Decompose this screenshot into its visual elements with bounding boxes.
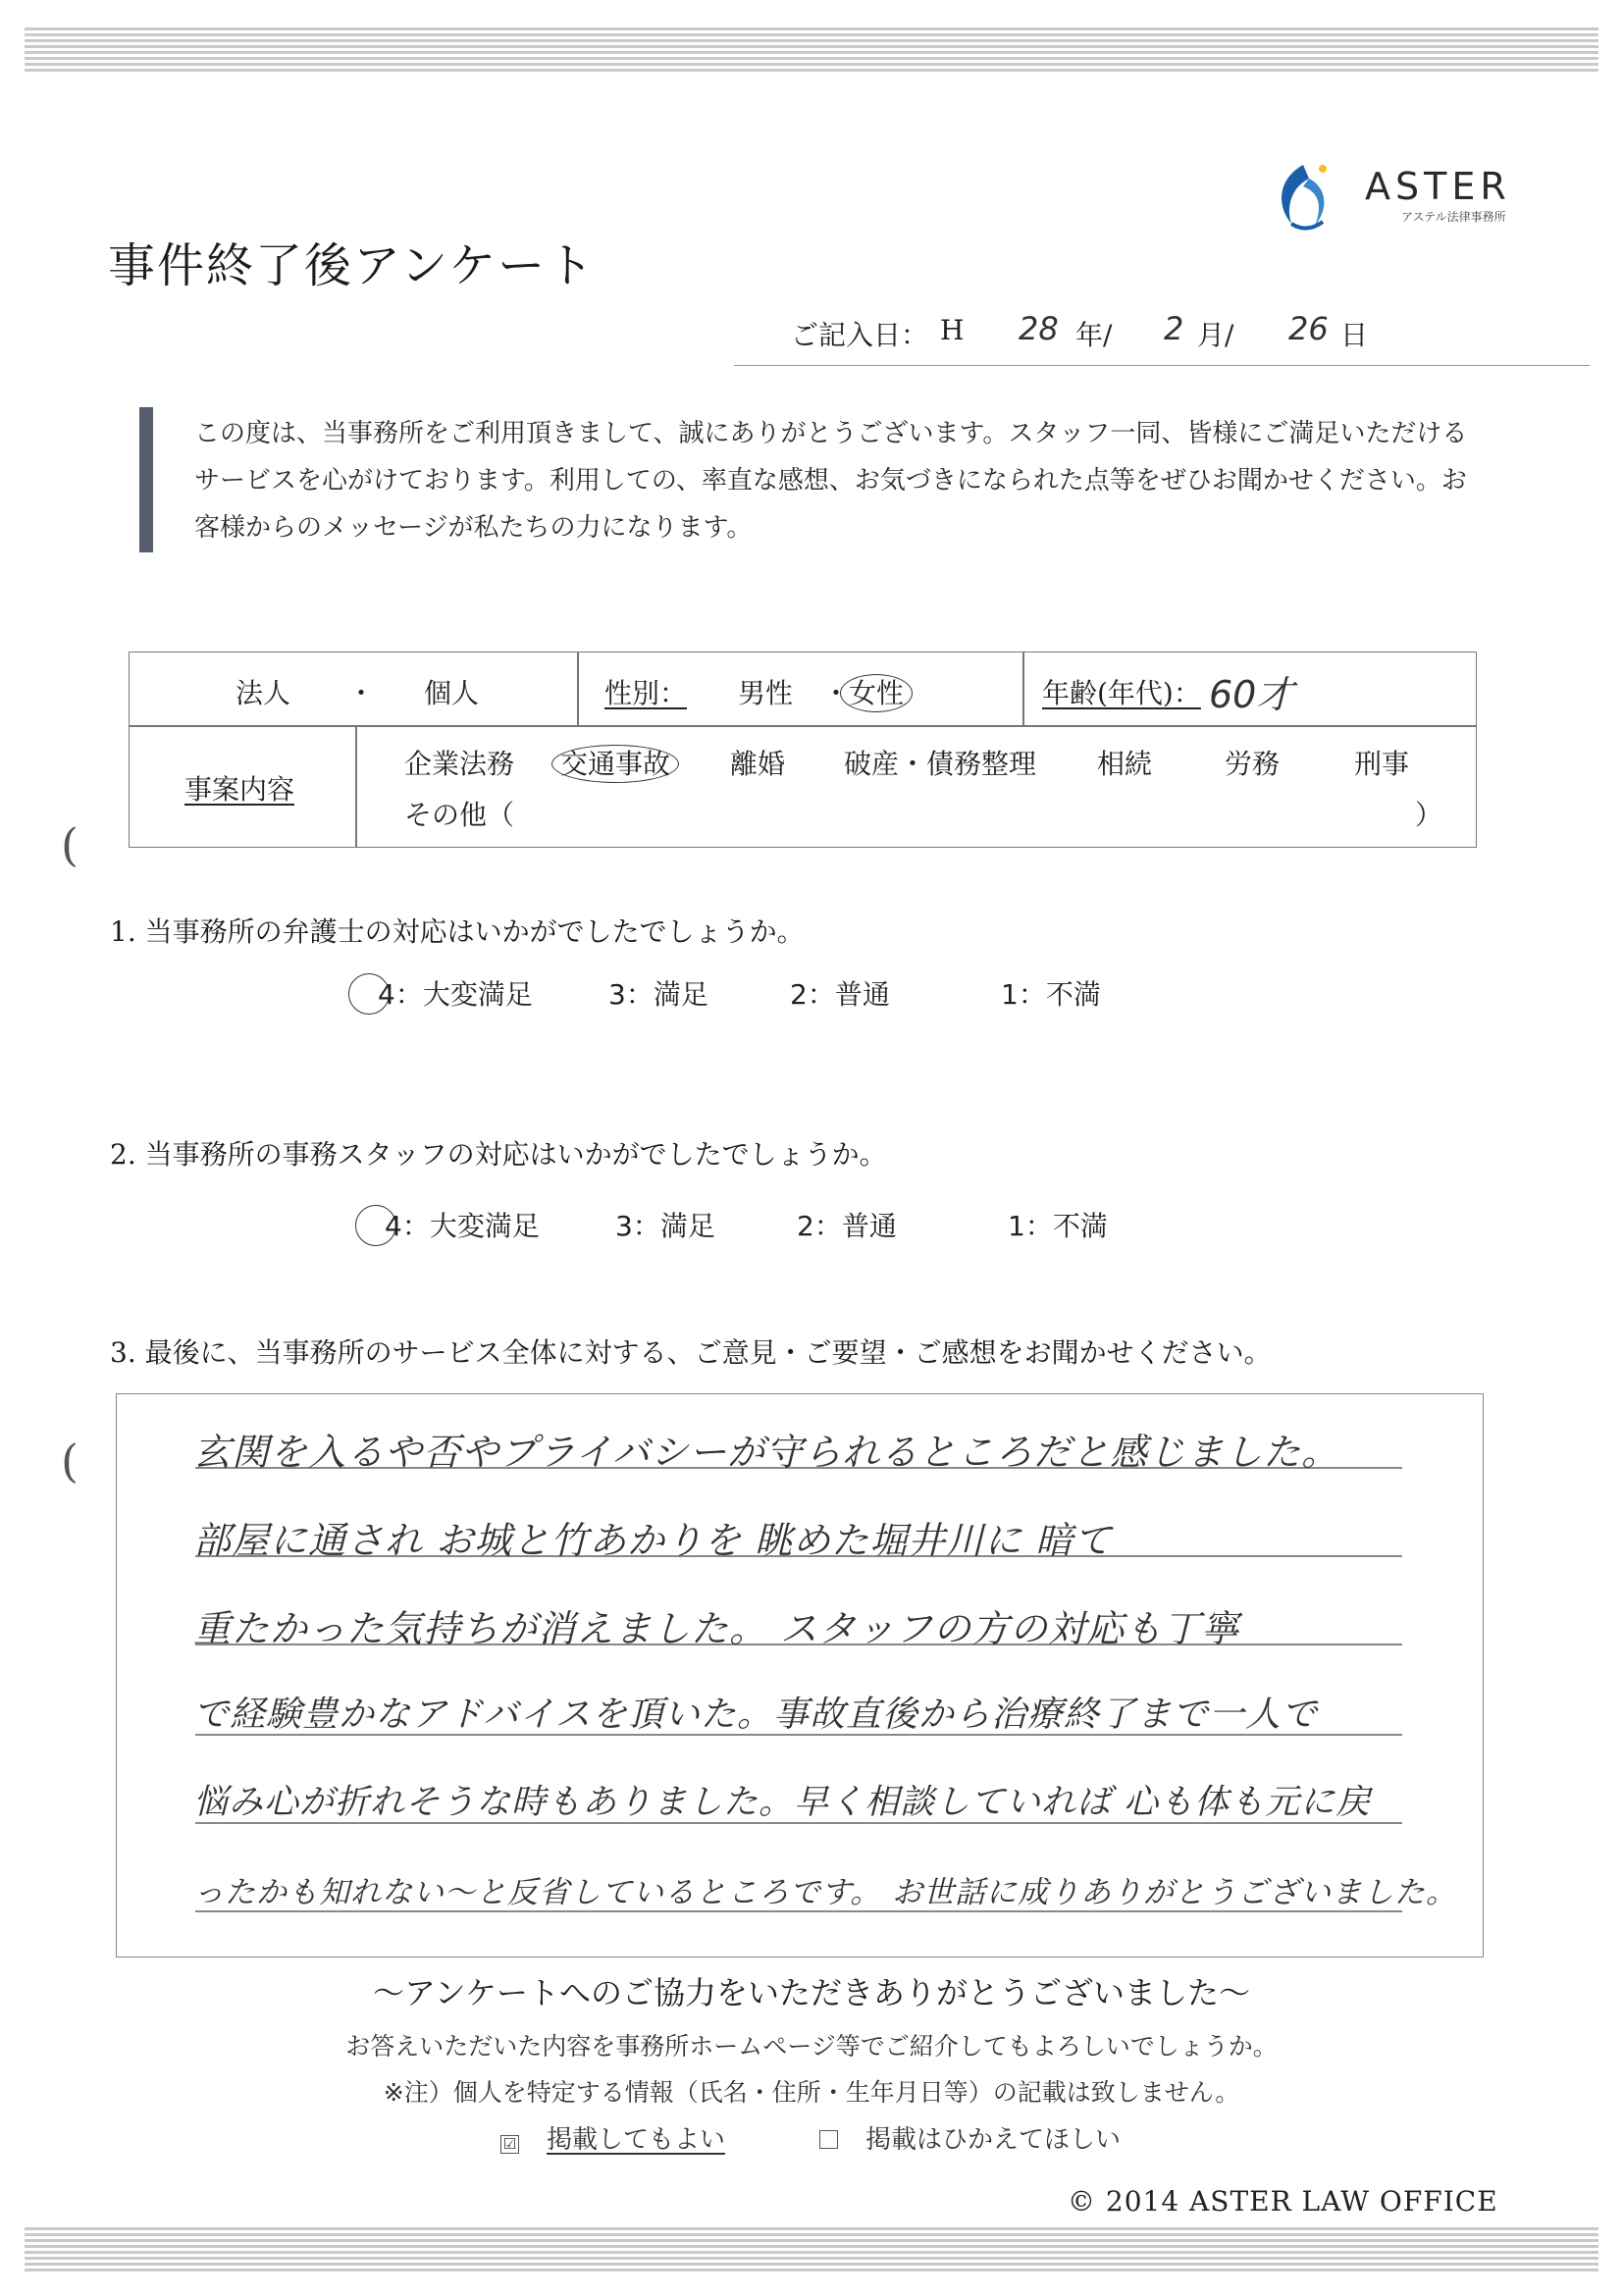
- checked-checkbox-icon[interactable]: ☑: [500, 2135, 519, 2154]
- question-1-options: [348, 973, 1231, 1022]
- copyright: © 2014 ASTER LAW OFFICE: [1068, 2185, 1498, 2218]
- answer-line-5: 悩み心が折れそうな時もありました。早く相談していれば 心も体も元に戻: [193, 1783, 1372, 1822]
- date-day-value: 26: [1288, 310, 1329, 347]
- answer-box: [116, 1393, 1484, 1957]
- margin-mark: (: [61, 1435, 79, 1487]
- case-type-corporate: 企業法務: [404, 748, 515, 780]
- age-label: 年齢(年代)：: [1042, 677, 1201, 709]
- date-row: [734, 304, 1590, 366]
- page-title: 事件終了後アンケート: [108, 238, 597, 293]
- answer-line-6: ったかも知れない〜と反省しているところです。 お世話に成りありがとうございました。: [193, 1875, 1458, 1910]
- q1-option-2: 2：普通: [790, 978, 890, 1011]
- individual-option: 個人: [424, 677, 480, 709]
- thanks-message: 〜アンケートへのご協力をいただきありがとうございました〜: [372, 1974, 1251, 2011]
- table-col-divider: [577, 652, 579, 725]
- q2-option-2: 2：普通: [797, 1210, 897, 1242]
- q2-option-1: 1：不満: [1008, 1210, 1108, 1242]
- bottom-decorative-band: [25, 2227, 1598, 2274]
- age-value: 60才: [1209, 673, 1294, 716]
- question-1: 1. 当事務所の弁護士の対応はいかがでしたでしょうか。: [110, 915, 805, 948]
- choice-publish-ok[interactable]: [500, 2119, 725, 2156]
- female-option-circled: 女性: [840, 674, 913, 712]
- margin-mark: (: [61, 818, 79, 871]
- q1-option-1: 1：不満: [1001, 978, 1101, 1011]
- client-info-table: [129, 652, 1477, 848]
- case-type-other-close: ）: [1415, 799, 1443, 831]
- case-type-divorce: 離婚: [730, 748, 786, 780]
- table-row-divider: [130, 725, 1476, 727]
- date-label: ご記入日：: [791, 319, 929, 351]
- checkbox-icon[interactable]: [819, 2130, 838, 2149]
- intro-text: この度は、当事務所をご利用頂きまして、誠にありがとうございます。スタッフ一同、皆様にご満足いただけるサービスを心がけております。利用しての、率直な感想、お気づきになられた点等をぜひお聞かせください。お客様からのメッセージが私たちの力になります。: [194, 419, 1468, 543]
- q2-option-4: 4：大変満足: [385, 1210, 540, 1242]
- answer-line-4: で経験豊かなアドバイスを頂いた。事故直後から治療終了まで一人で: [193, 1695, 1318, 1735]
- aster-logo-mark-icon: [1264, 157, 1342, 235]
- answer-line-2: 部屋に通され お城と竹あかりを 眺めた堀井川に 暗て: [193, 1519, 1113, 1562]
- question-2: 2. 当事務所の事務スタッフの対応はいかがでしたでしょうか。: [110, 1138, 887, 1171]
- case-type-labor: 労務: [1225, 748, 1281, 780]
- aster-logo: [1264, 157, 1558, 235]
- corp-option: 法人: [236, 677, 291, 709]
- privacy-note: ※注）個人を特定する情報（氏名・住所・生年月日等）の記載は致しません。: [383, 2078, 1240, 2107]
- q2-option-3: 3：満足: [615, 1210, 715, 1242]
- date-year-value: 28: [1019, 310, 1059, 347]
- table-col-divider: [1022, 652, 1024, 725]
- separator-dot: ・: [822, 677, 851, 709]
- date-year-unit: 年/: [1075, 319, 1113, 351]
- case-type-traffic-circled: 交通事故: [551, 745, 679, 783]
- date-day-unit: 日: [1340, 319, 1369, 351]
- table-col-divider: [355, 725, 357, 847]
- q1-option-4: 4：大変満足: [378, 978, 533, 1011]
- logo-name: ASTER: [1365, 165, 1511, 208]
- top-decorative-band: [25, 27, 1598, 75]
- gender-label: 性別：: [604, 677, 688, 709]
- publish-question: お答えいただいた内容を事務所ホームページ等でご紹介してもよろしいでしょうか。: [345, 2032, 1278, 2061]
- date-era: H: [940, 314, 965, 346]
- case-label: 事案内容: [184, 773, 295, 806]
- answer-line-3: 重たかった気持ちが消えました。 スタッフの方の対応も丁寧: [193, 1607, 1240, 1650]
- case-type-bankruptcy: 破産・債務整理: [844, 748, 1037, 780]
- logo-subname: アステル法律事務所: [1401, 210, 1506, 224]
- date-month-value: 2: [1164, 310, 1184, 347]
- separator-dot: ・: [347, 677, 376, 709]
- q1-option-3: 3：満足: [608, 978, 708, 1011]
- case-type-other: その他（: [404, 799, 515, 831]
- date-month-unit: 月/: [1197, 319, 1234, 351]
- choice-publish-no-label: 掲載はひかえてほしい: [865, 2125, 1122, 2155]
- choice-publish-no[interactable]: [819, 2119, 1121, 2156]
- choice-publish-ok-label: 掲載してもよい: [547, 2125, 726, 2155]
- intro-accent-bar: [139, 407, 153, 552]
- question-3: 3. 最後に、当事務所のサービス全体に対する、ご意見・ご要望・ご感想をお聞かせください。: [110, 1336, 1272, 1369]
- question-2-options: [355, 1205, 1238, 1254]
- answer-line-1: 玄関を入るや否やプライバシーが守られるところだと感じました。: [193, 1431, 1340, 1474]
- male-option: 男性: [738, 677, 794, 709]
- case-type-inheritance: 相続: [1097, 748, 1153, 780]
- case-type-criminal: 刑事: [1354, 748, 1410, 780]
